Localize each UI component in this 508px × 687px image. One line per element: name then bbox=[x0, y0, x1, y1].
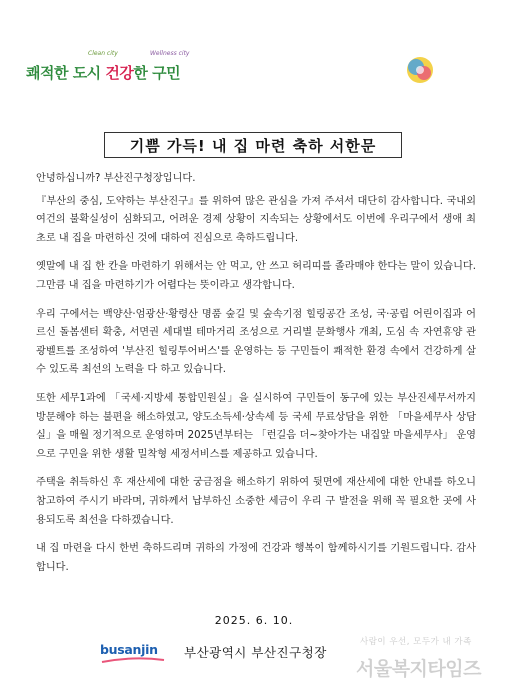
watermark-title: 서울복지타임즈 bbox=[356, 658, 481, 680]
slogan-sub-wellness-city: Wellness city bbox=[150, 50, 190, 57]
letter-greeting: 안녕하십니까? 부산진구청장입니다. bbox=[36, 173, 196, 184]
slogan-text bbox=[26, 62, 180, 83]
watermark-subtitle: 사람이 우선, 모두가 내 가족 bbox=[360, 637, 472, 647]
letter-paragraph: 주택을 취득하신 후 재산세에 대한 궁금점을 해소하기 위하여 뒷면에 재산세에 대한 안내를 하오니 참고하여 주시기 바라며, 귀하께서 납부하신 소중한 세금이 우리 구 발전을 위해 꼭 필요한 곳에 사용되도록 최선을 다하겠습니다. bbox=[36, 477, 476, 526]
slogan-sub-clean-city: Clean city bbox=[88, 50, 118, 57]
district-emblem-icon bbox=[404, 54, 436, 86]
logo-swoosh-icon bbox=[100, 657, 166, 664]
slogan-right-b: 한 구민 bbox=[133, 64, 181, 82]
busanjin-logo-text: busanjin bbox=[100, 642, 158, 657]
signature: 부산광역시 부산진구청장 bbox=[184, 645, 327, 660]
letter-paragraph: 『부산의 중심, 도약하는 부산진구』를 위하여 많은 관심을 가져 주셔서 대단히 감사합니다. 국내외 여건의 불확실성이 심화되고, 어려운 경제 상황이 지속되는 상황에서도 이번에 우리구에서 생애 최초로 내 집을 마련하신 것에 대하여 진심으로 축하드립니다. bbox=[36, 195, 476, 244]
slogan-left-b: 한 도시 bbox=[53, 64, 101, 82]
header-slogan bbox=[26, 50, 206, 84]
slogan-left-a: 쾌적 bbox=[26, 64, 54, 82]
letter-date: 2025. 6. 10. bbox=[214, 614, 294, 627]
letter-body bbox=[36, 170, 476, 587]
letter-paragraph: 옛말에 내 집 한 칸을 마련하기 위해서는 안 먹고, 안 쓰고 허리띠를 졸라매야 한다는 말이 있습니다. 그만큼 내 집을 마련하기가 어렵다는 뜻이라고 생각합니다. bbox=[36, 261, 476, 291]
document-title: 기쁨 가득! 내 집 마련 축하 서한문 bbox=[104, 132, 402, 158]
letter-paragraph: 우리 구에서는 백양산·엄광산·황령산 명품 숲길 및 숲속기점 힐링공간 조성, 국·공립 어린이집과 어르신 돌봄센터 확충, 서면권 세대별 테마거리 조성으로 거리별 문화행사 개최, 도심 속 자연휴양 관광벨트를 조성하여 '부산진 힐링투어버스'를 운영하는 등 구민들이 쾌적한 환경 속에서 건강하게 살 수 있도록 최선의 노력을 다 하고 있습니다. bbox=[36, 308, 476, 376]
letter-paragraph: 또한 세무1과에 「국세·지방세 통합민원실」을 실시하여 구민들이 동구에 있는 부산진세무서까지 방문해야 하는 불편을 해소하였고, 양도소득세·상속세 등 국세 무료상담을 위한 「마을세무사 상담실」을 매월 정기적으로 운영하며 2025년부터는 「런길음 더~찾아가는 내집앞 마을세무사」 운영으로 구민을 위한 생활 밀착형 세정서비스를 제공하고 있습니다. bbox=[36, 392, 476, 460]
busanjin-logo bbox=[100, 640, 170, 664]
letter-paragraph: 내 집 마련을 다시 한번 축하드리며 귀하의 가정에 건강과 행복이 함께하시기를 기원드립니다. 감사합니다. bbox=[36, 543, 476, 573]
slogan-right-a: 건강 bbox=[105, 64, 134, 82]
